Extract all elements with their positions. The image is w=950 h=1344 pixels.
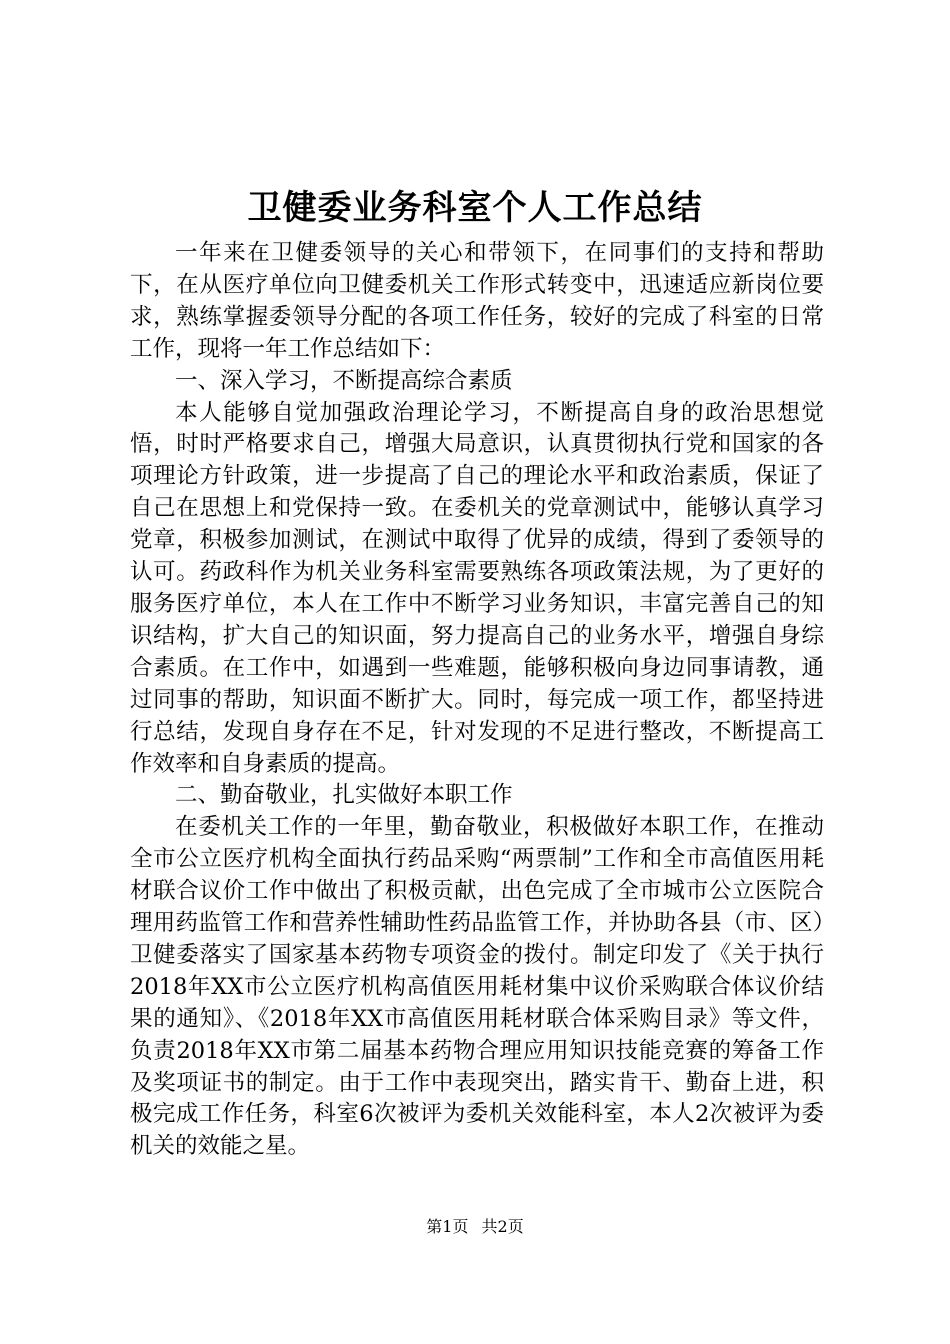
page-number-total: 共2页 [481, 1217, 524, 1236]
section-1-paragraph: 本人能够自觉加强政治理论学习，不断提高自身的政治思想觉悟，时时严格要求自己，增强大局意识，认真贯彻执行党和国家的各项理论方针政策，进一步提高了自己的理论水平和政治素质，保证了自己在思想上和党保持一致。在委机关的党章测试中，能够认真学习党章，积极参加测试，在测试中取得了优异的成绩，得到了委领导的认可。药政科作为机关业务科室需要熟练各项政策法规，为了更好的服务医疗单位，本人在工作中不断学习业务知识，丰富完善自己的知识结构，扩大自己的知识面，努力提高自己的业务水平，增强自身综合素质。在工作中，如遇到一些难题，能够积极向身边同事请教，通过同事的帮助，知识面不断扩大。同时，每完成一项工作，都坚持进行总结，发现自身存在不足，针对发现的不足进行整改，不断提高工作效率和自身素质的提高。 [130, 399, 824, 777]
page-footer [0, 1216, 950, 1238]
intro-paragraph: 一年来在卫健委领导的关心和带领下，在同事们的支持和帮助下，在从医疗单位向卫健委机关工作形式转变中，迅速适应新岗位要求，熟练掌握委领导分配的各项工作任务，较好的完成了科室的日常工作，现将一年工作总结如下： [130, 240, 824, 362]
document-body [130, 238, 824, 1163]
section-heading-1: 一、深入学习，不断提高综合素质 [175, 367, 513, 394]
section-heading-2: 二、勤奋敬业，扎实做好本职工作 [175, 782, 513, 809]
document-title: 卫健委业务科室个人工作总结 [247, 188, 703, 228]
page-number-current: 第1页 [426, 1217, 469, 1236]
section-2-paragraph: 在委机关工作的一年里，勤奋敬业，积极做好本职工作，在推动全市公立医疗机构全面执行药品采购“两票制”工作和全市高值医用耗材联合议价工作中做出了积极贡献，出色完成了全市城市公立医院合理用药监管工作和营养性辅助性药品监管工作，并协助各县（市、区）卫健委落实了国家基本药物专项资金的拨付。制定印发了《关于执行2018年XX市公立医疗机构高值医用耗材集中议价采购联合体议价结果的通知》、《2018年XX市高值医用耗材联合体采购目录》等文件，负责2018年XX市第二届基本药物合理应用知识技能竞赛的筹备工作及奖项证书的制定。由于工作中表现突出，踏实肯干、勤奋上进，积极完成工作任务，科室6次被评为委机关效能科室，本人2次被评为委机关的效能之星。 [130, 814, 824, 1160]
